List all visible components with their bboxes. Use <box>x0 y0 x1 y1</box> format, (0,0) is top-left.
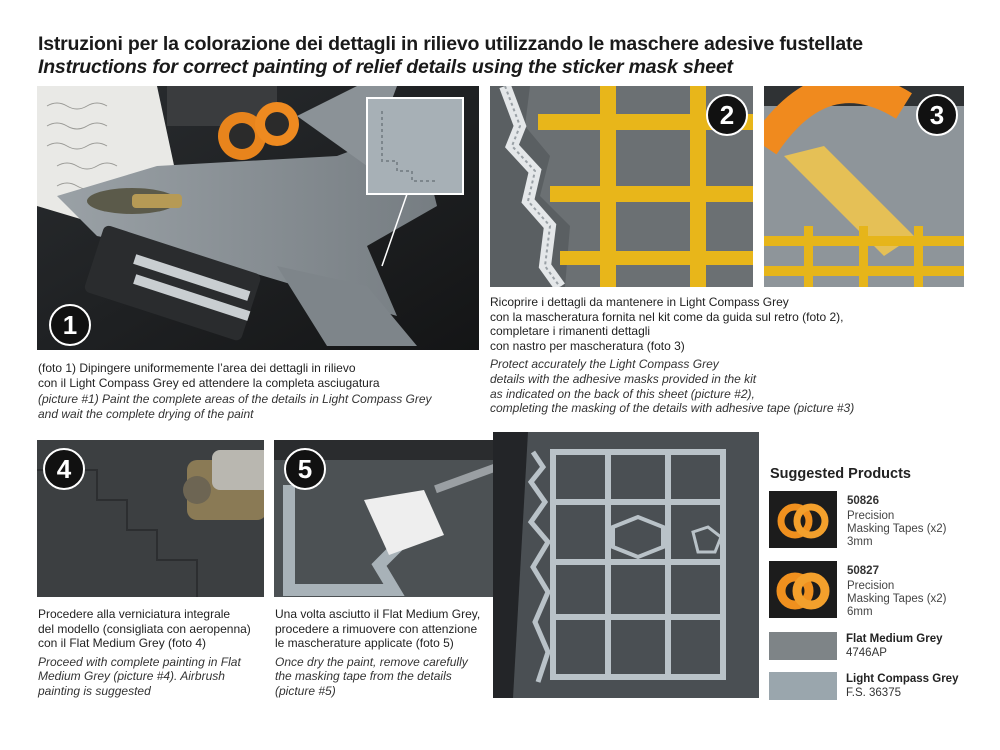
caption-1-en-line: and wait the complete drying of the paint <box>38 406 254 421</box>
step-2-badge: 2 <box>706 94 748 136</box>
step-1-badge: 1 <box>49 304 91 346</box>
photo-2 <box>490 86 753 287</box>
caption-1-it-line: (foto 1) Dipingere uniformemente l’area dei dettagli in rilievo <box>38 361 356 375</box>
caption-4-it-line: del modello (consigliata con aeropenna) <box>38 621 251 636</box>
suggested-products-title: Suggested Products <box>770 466 911 482</box>
caption-3-it-line: con nastro per mascheratura (foto 3) <box>490 338 685 353</box>
product-code: 50826 <box>847 495 879 507</box>
product-desc-line: Masking Tapes (x2) <box>847 523 947 535</box>
photo-3 <box>764 86 964 287</box>
photo-1-scene <box>37 86 479 350</box>
product-description <box>847 580 947 619</box>
caption-4-en-line: Proceed with complete painting in Flat <box>38 654 241 669</box>
photo-5 <box>274 440 501 597</box>
photo-4 <box>37 440 264 597</box>
caption-4-it-line: con il Flat Medium Grey (foto 4) <box>38 636 207 651</box>
caption-step-1 <box>38 361 432 421</box>
caption-3-en-line: Protect accurately the Light Compass Grey <box>490 357 719 372</box>
product-desc-line: Masking Tapes (x2) <box>847 593 947 605</box>
product-desc-line: Precision <box>847 580 895 592</box>
caption-1-en-line: (picture #1) Paint the complete areas of the details in Light Compass Grey <box>38 392 432 407</box>
caption-3-en-line: completing the masking of the details with adhesive tape (picture #3) <box>490 401 855 416</box>
caption-3-it-line: Ricoprire i dettagli da mantenere in Light Compass Grey <box>490 295 789 309</box>
photo-result <box>493 432 759 698</box>
photo-result-scene <box>493 432 759 698</box>
product-desc-line: 3mm <box>847 536 873 548</box>
product-desc-line: 6mm <box>847 606 873 618</box>
color-code: 4746AP <box>846 647 887 659</box>
caption-3-it-line: completare i rimanenti dettagli <box>490 324 651 339</box>
color-name: Flat Medium Grey <box>846 633 943 645</box>
color-swatch-flat-medium-grey <box>769 632 837 660</box>
caption-5-en-line: (picture #5) <box>275 683 336 698</box>
caption-step-2-3 <box>490 295 854 416</box>
step-3-badge: 3 <box>916 94 958 136</box>
caption-5-en-line: the masking tape from the details <box>275 669 452 684</box>
product-image-50826 <box>769 491 837 548</box>
caption-step-5 <box>275 607 480 699</box>
caption-1-it-line: con il Light Compass Grey ed attendere la completa asciugatura <box>38 375 380 390</box>
step-5-badge: 5 <box>284 448 326 490</box>
caption-3-en-line: details with the adhesive masks provided in the kit <box>490 371 757 386</box>
caption-5-en-line: Once dry the paint, remove carefully <box>275 654 468 669</box>
step-4-badge: 4 <box>43 448 85 490</box>
caption-5-it-line: procedere a rimuovere con attenzione <box>275 621 478 636</box>
caption-3-it-line: con la mascheratura fornita nel kit come da guida sul retro (foto 2), <box>490 309 844 324</box>
product-desc-line: Precision <box>847 510 895 522</box>
title-italian: Istruzioni per la colorazione dei dettagli in rilievo utilizzando le maschere adesive fustellate <box>38 33 863 55</box>
product-image-50827 <box>769 561 837 618</box>
caption-3-en-line: as indicated on the back of this sheet (picture #2), <box>490 386 755 401</box>
masking-tape-icon <box>769 561 837 618</box>
product-description <box>847 510 947 549</box>
photo-1 <box>37 86 479 350</box>
caption-4-it-line: Procedere alla verniciatura integrale <box>38 607 231 621</box>
color-name: Light Compass Grey <box>846 673 959 685</box>
masking-tape-icon <box>769 491 837 548</box>
caption-4-en-line: painting is suggested <box>38 683 151 698</box>
product-code: 50827 <box>847 565 879 577</box>
caption-4-en-line: Medium Grey (picture #4). Airbrush <box>38 669 225 684</box>
caption-step-4 <box>38 607 251 699</box>
color-code: F.S. 36375 <box>846 687 901 699</box>
caption-5-it-line: le mascherature applicate (foto 5) <box>275 636 454 651</box>
title-english: Instructions for correct painting of relief details using the sticker mask sheet <box>38 56 733 78</box>
caption-5-it-line: Una volta asciutto il Flat Medium Grey, <box>275 607 481 621</box>
color-swatch-light-compass-grey <box>769 672 837 700</box>
